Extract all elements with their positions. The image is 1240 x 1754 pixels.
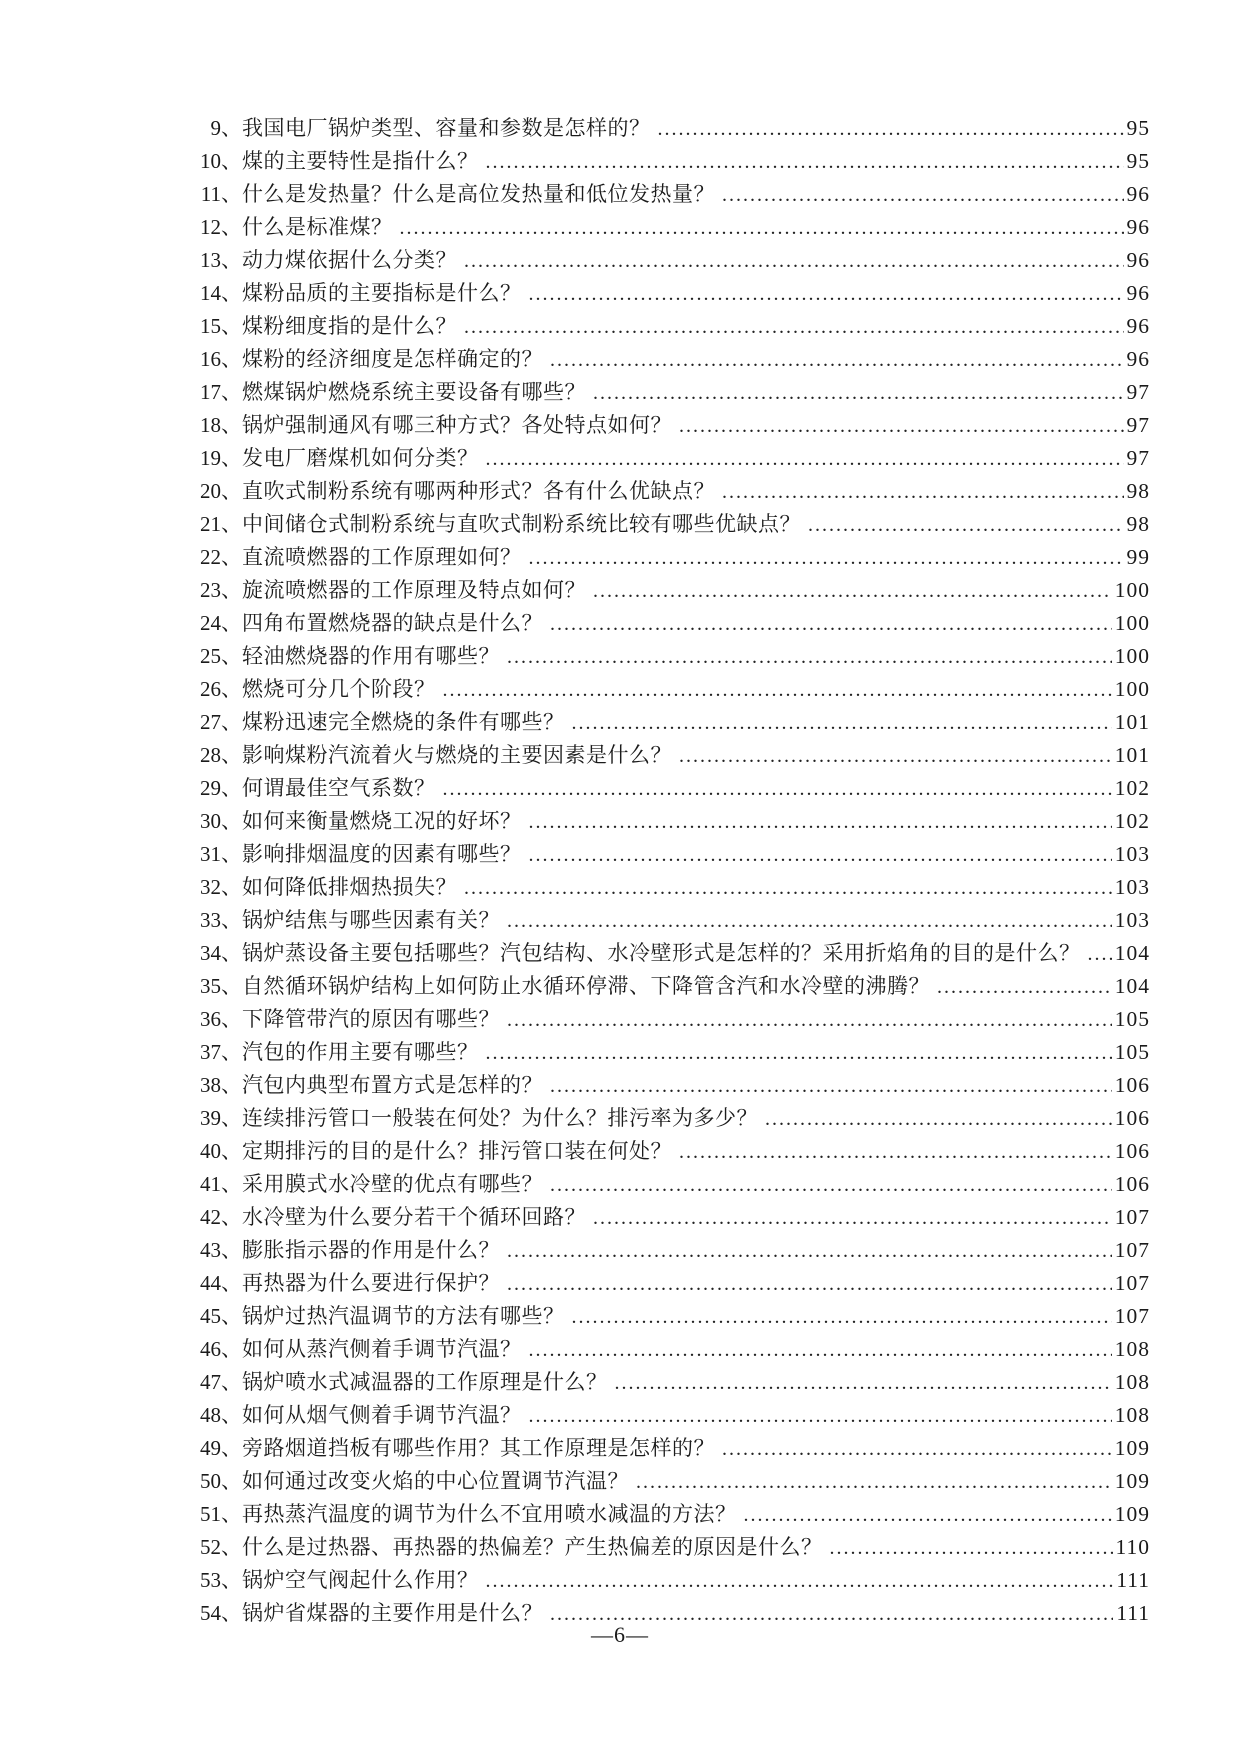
entry-number: 47、 — [200, 1370, 242, 1394]
dot-leader — [722, 178, 1124, 211]
entry-page-number: 110 — [1115, 1535, 1150, 1559]
entry-page-number: 111 — [1116, 1568, 1150, 1592]
entry-title: 直吹式制粉系统有哪两种形式？各有什么优缺点？ — [242, 479, 715, 503]
entry-page-number: 101 — [1114, 743, 1150, 767]
entry-title: 煤的主要特性是指什么？ — [242, 149, 479, 173]
dot-leader — [808, 508, 1124, 541]
dot-leader — [507, 904, 1112, 937]
toc-entry — [198, 211, 1150, 244]
entry-page-number: 95 — [1126, 116, 1150, 140]
entry-number: 10、 — [200, 149, 242, 173]
entry-number: 14、 — [200, 281, 242, 305]
entry-title: 煤粉品质的主要指标是什么？ — [242, 281, 522, 305]
dot-leader — [529, 541, 1124, 574]
entry-title: 如何通过改变火焰的中心位置调节汽温？ — [242, 1469, 629, 1493]
entry-title: 何谓最佳空气系数？ — [242, 776, 436, 800]
dot-leader — [679, 409, 1124, 442]
entry-page-number: 104 — [1114, 941, 1150, 965]
entry-page-number: 100 — [1114, 578, 1150, 602]
entry-page-number: 97 — [1126, 446, 1150, 470]
entry-number: 22、 — [200, 545, 242, 569]
entry-page-number: 96 — [1126, 248, 1150, 272]
dot-leader — [443, 772, 1112, 805]
dot-leader — [679, 739, 1112, 772]
entry-number: 31、 — [200, 842, 242, 866]
toc-entry — [198, 112, 1150, 145]
dot-leader — [744, 1498, 1112, 1531]
entry-page-number: 100 — [1114, 611, 1150, 635]
entry-title: 动力煤依据什么分类？ — [242, 248, 457, 272]
toc-entry — [198, 310, 1150, 343]
dot-leader — [486, 1036, 1112, 1069]
dot-leader — [722, 1432, 1112, 1465]
toc-entry — [198, 1432, 1150, 1465]
dot-leader — [593, 1201, 1112, 1234]
entry-title: 中间储仓式制粉系统与直吹式制粉系统比较有哪些优缺点？ — [242, 512, 801, 536]
entry-title: 发电厂磨煤机如何分类？ — [242, 446, 479, 470]
dot-leader — [679, 1135, 1112, 1168]
entry-number: 9、 — [210, 116, 242, 140]
toc-entry — [198, 1366, 1150, 1399]
entry-page-number: 96 — [1126, 281, 1150, 305]
dot-leader — [529, 1333, 1112, 1366]
dot-leader — [550, 1168, 1112, 1201]
entry-number: 26、 — [200, 677, 242, 701]
toc-entry — [198, 1465, 1150, 1498]
toc-entry — [198, 475, 1150, 508]
entry-title: 水冷壁为什么要分若干个循环回路？ — [242, 1205, 586, 1229]
entry-page-number: 98 — [1126, 479, 1150, 503]
toc-entry — [198, 1168, 1150, 1201]
entry-title: 煤粉迅速完全燃烧的条件有哪些？ — [242, 710, 565, 734]
entry-page-number: 101 — [1114, 710, 1150, 734]
entry-number: 45、 — [200, 1304, 242, 1328]
entry-number: 35、 — [200, 974, 242, 998]
toc-entry — [198, 1003, 1150, 1036]
dot-leader — [830, 1531, 1113, 1564]
toc-entry — [198, 805, 1150, 838]
entry-page-number: 111 — [1116, 1601, 1150, 1625]
entry-number: 37、 — [200, 1040, 242, 1064]
toc-entry — [198, 343, 1150, 376]
entry-number: 17、 — [200, 380, 242, 404]
entry-title: 如何来衡量燃烧工况的好坏？ — [242, 809, 522, 833]
dot-leader — [615, 1366, 1112, 1399]
dot-leader — [507, 1003, 1112, 1036]
entry-title: 自然循环锅炉结构上如何防止水循环停滞、下降管含汽和水冷壁的沸腾？ — [242, 974, 930, 998]
entry-number: 50、 — [200, 1469, 242, 1493]
toc-entry — [198, 640, 1150, 673]
toc-entry — [198, 178, 1150, 211]
entry-page-number: 103 — [1114, 875, 1150, 899]
entry-title: 什么是过热器、再热器的热偏差？产生热偏差的原因是什么？ — [242, 1535, 823, 1559]
dot-leader — [486, 1564, 1114, 1597]
toc-entry — [198, 772, 1150, 805]
entry-page-number: 102 — [1114, 809, 1150, 833]
dot-leader — [593, 574, 1112, 607]
dot-leader — [636, 1465, 1112, 1498]
entry-page-number: 96 — [1126, 314, 1150, 338]
toc-entry — [198, 1234, 1150, 1267]
entry-number: 53、 — [200, 1568, 242, 1592]
entry-page-number: 100 — [1114, 644, 1150, 668]
entry-page-number: 105 — [1114, 1040, 1150, 1064]
entry-number: 20、 — [200, 479, 242, 503]
entry-number: 49、 — [200, 1436, 242, 1460]
entry-page-number: 107 — [1114, 1304, 1150, 1328]
entry-page-number: 108 — [1114, 1370, 1150, 1394]
entry-page-number: 96 — [1126, 215, 1150, 239]
toc-entry — [198, 1135, 1150, 1168]
toc-list — [198, 112, 1150, 1630]
entry-number: 23、 — [200, 578, 242, 602]
entry-page-number: 95 — [1126, 149, 1150, 173]
entry-page-number: 99 — [1126, 545, 1150, 569]
toc-entry — [198, 607, 1150, 640]
toc-entry — [198, 1102, 1150, 1135]
entry-page-number: 96 — [1126, 182, 1150, 206]
toc-entry — [198, 145, 1150, 178]
dot-leader — [550, 607, 1112, 640]
entry-number: 41、 — [200, 1172, 242, 1196]
toc-entry — [198, 277, 1150, 310]
toc-entry — [198, 442, 1150, 475]
entry-page-number: 107 — [1114, 1205, 1150, 1229]
entry-number: 36、 — [200, 1007, 242, 1031]
entry-number: 34、 — [200, 941, 242, 965]
entry-number: 19、 — [200, 446, 242, 470]
entry-page-number: 97 — [1126, 380, 1150, 404]
entry-title: 膨胀指示器的作用是什么？ — [242, 1238, 500, 1262]
dot-leader — [529, 805, 1112, 838]
entry-number: 13、 — [200, 248, 242, 272]
entry-number: 30、 — [200, 809, 242, 833]
dot-leader — [658, 112, 1124, 145]
entry-page-number: 107 — [1114, 1238, 1150, 1262]
toc-entry — [198, 1531, 1150, 1564]
entry-page-number: 106 — [1114, 1106, 1150, 1130]
toc-entry — [198, 1399, 1150, 1432]
entry-title: 直流喷燃器的工作原理如何？ — [242, 545, 522, 569]
entry-title: 定期排污的目的是什么？排污管口装在何处？ — [242, 1139, 672, 1163]
dot-leader — [443, 673, 1112, 706]
entry-number: 52、 — [200, 1535, 242, 1559]
entry-title: 燃烧可分几个阶段？ — [242, 677, 436, 701]
entry-title: 旁路烟道挡板有哪些作用？其工作原理是怎样的？ — [242, 1436, 715, 1460]
entry-number: 54、 — [200, 1601, 242, 1625]
dot-leader — [507, 1234, 1112, 1267]
entry-number: 32、 — [200, 875, 242, 899]
entry-title: 锅炉过热汽温调节的方法有哪些？ — [242, 1304, 565, 1328]
entry-title: 旋流喷燃器的工作原理及特点如何？ — [242, 578, 586, 602]
entry-number: 33、 — [200, 908, 242, 932]
entry-page-number: 109 — [1114, 1436, 1150, 1460]
dot-leader — [937, 970, 1112, 1003]
dot-leader — [507, 1267, 1112, 1300]
toc-entry — [198, 871, 1150, 904]
entry-title: 我国电厂锅炉类型、容量和参数是怎样的？ — [242, 116, 651, 140]
entry-title: 什么是发热量？什么是高位发热量和低位发热量？ — [242, 182, 715, 206]
dot-leader — [464, 244, 1124, 277]
entry-page-number: 96 — [1126, 347, 1150, 371]
entry-title: 连续排污管口一般装在何处？为什么？排污率为多少？ — [242, 1106, 758, 1130]
entry-number: 18、 — [200, 413, 242, 437]
dot-leader — [529, 277, 1124, 310]
entry-number: 51、 — [200, 1502, 242, 1526]
entry-number: 25、 — [200, 644, 242, 668]
entry-page-number: 107 — [1114, 1271, 1150, 1295]
entry-title: 什么是标准煤？ — [242, 215, 393, 239]
entry-page-number: 108 — [1114, 1403, 1150, 1427]
toc-entry — [198, 376, 1150, 409]
entry-title: 煤粉细度指的是什么？ — [242, 314, 457, 338]
entry-title: 再热器为什么要进行保护？ — [242, 1271, 500, 1295]
entry-title: 影响煤粉汽流着火与燃烧的主要因素是什么？ — [242, 743, 672, 767]
entry-number: 40、 — [200, 1139, 242, 1163]
entry-title: 四角布置燃烧器的缺点是什么？ — [242, 611, 543, 635]
entry-number: 15、 — [200, 314, 242, 338]
entry-title: 采用膜式水冷壁的优点有哪些？ — [242, 1172, 543, 1196]
entry-page-number: 106 — [1114, 1172, 1150, 1196]
entry-title: 影响排烟温度的因素有哪些？ — [242, 842, 522, 866]
dot-leader — [464, 310, 1124, 343]
entry-title: 如何降低排烟热损失？ — [242, 875, 457, 899]
dot-leader — [486, 442, 1124, 475]
toc-entry — [198, 1300, 1150, 1333]
toc-entry — [198, 409, 1150, 442]
toc-entry — [198, 1267, 1150, 1300]
entry-number: 38、 — [200, 1073, 242, 1097]
entry-page-number: 105 — [1114, 1007, 1150, 1031]
entry-number: 21、 — [200, 512, 242, 536]
toc-entry — [198, 508, 1150, 541]
entry-title: 汽包内典型布置方式是怎样的？ — [242, 1073, 543, 1097]
entry-number: 12、 — [200, 215, 242, 239]
entry-title: 锅炉省煤器的主要作用是什么？ — [242, 1601, 543, 1625]
entry-title: 如何从蒸汽侧着手调节汽温？ — [242, 1337, 522, 1361]
entry-page-number: 109 — [1114, 1502, 1150, 1526]
dot-leader — [529, 1399, 1112, 1432]
dot-leader — [572, 706, 1112, 739]
entry-page-number: 97 — [1126, 413, 1150, 437]
toc-entry — [198, 1564, 1150, 1597]
toc-entry — [198, 244, 1150, 277]
toc-entry — [198, 673, 1150, 706]
dot-leader — [765, 1102, 1112, 1135]
entry-title: 锅炉结焦与哪些因素有关？ — [242, 908, 500, 932]
dot-leader — [572, 1300, 1112, 1333]
entry-title: 轻油燃烧器的作用有哪些？ — [242, 644, 500, 668]
entry-page-number: 103 — [1114, 842, 1150, 866]
entry-page-number: 106 — [1114, 1073, 1150, 1097]
toc-entry — [198, 1069, 1150, 1102]
toc-entry — [198, 1036, 1150, 1069]
entry-page-number: 108 — [1114, 1337, 1150, 1361]
toc-entry — [198, 904, 1150, 937]
page-footer-number: —6— — [591, 1622, 649, 1647]
entry-number: 48、 — [200, 1403, 242, 1427]
entry-title: 下降管带汽的原因有哪些？ — [242, 1007, 500, 1031]
entry-title: 锅炉蒸设备主要包括哪些？汽包结构、水冷壁形式是怎样的？采用折焰角的目的是什么？ — [242, 941, 1081, 965]
entry-page-number: 109 — [1114, 1469, 1150, 1493]
dot-leader — [722, 475, 1124, 508]
entry-page-number: 106 — [1114, 1139, 1150, 1163]
entry-page-number: 103 — [1114, 908, 1150, 932]
entry-number: 42、 — [200, 1205, 242, 1229]
entry-number: 44、 — [200, 1271, 242, 1295]
entry-title: 再热蒸汽温度的调节为什么不宜用喷水减温的方法？ — [242, 1502, 737, 1526]
entry-title: 如何从烟气侧着手调节汽温？ — [242, 1403, 522, 1427]
entry-title: 燃煤锅炉燃烧系统主要设备有哪些？ — [242, 380, 586, 404]
entry-number: 43、 — [200, 1238, 242, 1262]
dot-leader — [464, 871, 1112, 904]
toc-entry — [198, 970, 1150, 1003]
toc-entry — [198, 541, 1150, 574]
toc-entry — [198, 1498, 1150, 1531]
dot-leader — [507, 640, 1112, 673]
toc-entry — [198, 706, 1150, 739]
entry-number: 16、 — [200, 347, 242, 371]
toc-entry — [198, 838, 1150, 871]
entry-number: 46、 — [200, 1337, 242, 1361]
toc-entry — [198, 1333, 1150, 1366]
entry-title: 煤粉的经济细度是怎样确定的？ — [242, 347, 543, 371]
entry-number: 11、 — [200, 182, 242, 206]
toc-entry — [198, 1201, 1150, 1234]
dot-leader — [1088, 937, 1112, 970]
entry-title: 汽包的作用主要有哪些？ — [242, 1040, 479, 1064]
entry-number: 29、 — [200, 776, 242, 800]
entry-number: 27、 — [200, 710, 242, 734]
entry-page-number: 100 — [1114, 677, 1150, 701]
dot-leader — [550, 1069, 1112, 1102]
entry-page-number: 98 — [1126, 512, 1150, 536]
toc-entry — [198, 937, 1150, 970]
dot-leader — [550, 343, 1124, 376]
entry-number: 24、 — [200, 611, 242, 635]
entry-number: 28、 — [200, 743, 242, 767]
entry-page-number: 102 — [1114, 776, 1150, 800]
toc-entry — [198, 574, 1150, 607]
entry-page-number: 104 — [1114, 974, 1150, 998]
dot-leader — [529, 838, 1112, 871]
entry-title: 锅炉喷水式减温器的工作原理是什么？ — [242, 1370, 608, 1394]
dot-leader — [593, 376, 1124, 409]
entry-number: 39、 — [200, 1106, 242, 1130]
dot-leader — [486, 145, 1124, 178]
toc-entry — [198, 739, 1150, 772]
entry-title: 锅炉强制通风有哪三种方式？各处特点如何？ — [242, 413, 672, 437]
dot-leader — [400, 211, 1124, 244]
entry-title: 锅炉空气阀起什么作用？ — [242, 1568, 479, 1592]
